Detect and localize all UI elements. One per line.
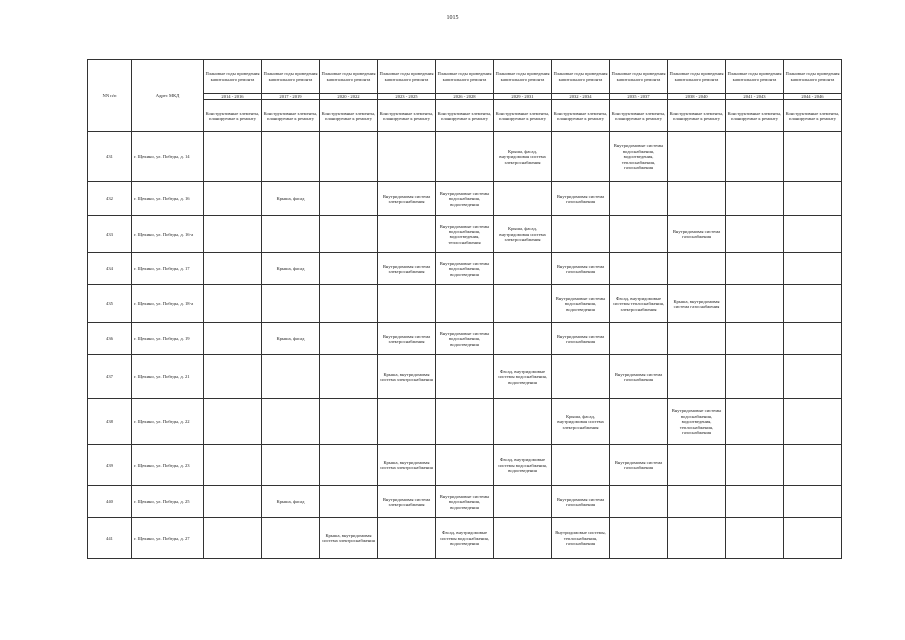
table-row — [88, 355, 842, 399]
repair-elements-cell: Внутридомовая система газоснабжения — [552, 486, 610, 518]
repair-elements-cell — [784, 486, 842, 518]
repair-elements-cell — [378, 216, 436, 253]
repair-elements-cell: Внутридомовые системы водоснабжения, водоотведения — [436, 486, 494, 518]
repair-elements-cell: Фасад, внутридомовые системы водоснабжения, водоотведения — [436, 518, 494, 559]
repair-elements-cell — [784, 399, 842, 445]
repair-elements-cell — [552, 132, 610, 182]
table-row — [88, 445, 842, 486]
header-period-years: 2029 - 2031 — [494, 94, 552, 100]
header-elements: Конструктивные элементы, планируемые к ремонту — [204, 100, 262, 132]
repair-elements-cell — [726, 486, 784, 518]
repair-elements-cell: Крыша, фасад — [262, 182, 320, 216]
header-elements: Конструктивные элементы, планируемые к ремонту — [436, 100, 494, 132]
repair-elements-cell: Внутридомовые системы водоснабжения, водоотведения — [436, 323, 494, 355]
repair-elements-cell — [784, 518, 842, 559]
repair-elements-cell: Внутридомовые системы водоснабжения, водоотведения, теплоснабжения, газоснабжения — [668, 399, 726, 445]
repair-elements-cell: Внутридомовая система газоснабжения — [610, 445, 668, 486]
row-number: 441 — [88, 518, 132, 559]
repair-elements-cell — [784, 323, 842, 355]
row-address: г. Щекино, ул. Победы, д. 23 — [132, 445, 204, 486]
repair-elements-cell: Внутридомовая система электроснабжения — [378, 253, 436, 285]
row-number: 434 — [88, 253, 132, 285]
repair-elements-cell — [262, 445, 320, 486]
table-row — [88, 182, 842, 216]
repair-elements-cell — [668, 445, 726, 486]
repair-elements-cell — [668, 132, 726, 182]
header-row-periods — [88, 60, 842, 94]
header-period-years: 2041 - 2043 — [726, 94, 784, 100]
table-row — [88, 253, 842, 285]
header-number: NN п/п — [88, 60, 132, 132]
repair-elements-cell — [552, 355, 610, 399]
table-body — [88, 132, 842, 559]
repair-elements-cell — [726, 253, 784, 285]
repair-elements-cell: Внутридомовые системы водоснабжения, водоотведения, теплоснабжения, газоснабжения — [610, 132, 668, 182]
repair-elements-cell — [552, 216, 610, 253]
repair-elements-cell — [494, 285, 552, 323]
row-number: 435 — [88, 285, 132, 323]
repair-elements-cell — [320, 132, 378, 182]
repair-elements-cell — [436, 399, 494, 445]
table-row — [88, 399, 842, 445]
repair-elements-cell — [726, 323, 784, 355]
repair-elements-cell — [204, 285, 262, 323]
repair-elements-cell — [494, 399, 552, 445]
header-period-years: 2044 - 2046 — [784, 94, 842, 100]
repair-elements-cell — [436, 285, 494, 323]
repair-elements-cell — [436, 355, 494, 399]
repair-elements-cell — [320, 355, 378, 399]
repair-elements-cell — [784, 285, 842, 323]
row-number: 432 — [88, 182, 132, 216]
repair-elements-cell — [378, 399, 436, 445]
header-period-title: Плановые годы проведения капитального ремонта — [320, 60, 378, 94]
table-row — [88, 216, 842, 253]
repair-elements-cell — [262, 132, 320, 182]
repair-elements-cell — [320, 182, 378, 216]
repair-elements-cell — [610, 323, 668, 355]
page-number: 1015 — [446, 15, 459, 21]
repair-elements-cell — [204, 355, 262, 399]
repair-elements-cell: Фасад, внутридомовые системы теплоснабжения, электроснабжения — [610, 285, 668, 323]
repair-elements-cell: Внутридомовая система газоснабжения — [552, 182, 610, 216]
repair-elements-cell — [204, 253, 262, 285]
repair-elements-cell: Крыша, внутридомовая система электроснабжения — [378, 445, 436, 486]
repair-elements-cell: Крыша, фасад, внутридомовая система электроснабжения — [552, 399, 610, 445]
repair-elements-cell — [204, 486, 262, 518]
header-elements: Конструктивные элементы, планируемые к ремонту — [784, 100, 842, 132]
header-period-years: 2014 - 2016 — [204, 94, 262, 100]
repair-elements-cell — [204, 518, 262, 559]
header-period-title: Плановые годы проведения капитального ремонта — [784, 60, 842, 94]
repair-elements-cell: Внутридомовая система электроснабжения — [378, 323, 436, 355]
repair-elements-cell — [204, 132, 262, 182]
header-elements: Конструктивные элементы, планируемые к ремонту — [378, 100, 436, 132]
header-elements: Конструктивные элементы, планируемые к ремонту — [552, 100, 610, 132]
repair-elements-cell — [204, 445, 262, 486]
row-address: г. Щекино, ул. Победы, д. 17 — [132, 253, 204, 285]
header-elements: Конструктивные элементы, планируемые к ремонту — [262, 100, 320, 132]
repair-elements-cell: Внутридомовая система газоснабжения — [552, 253, 610, 285]
header-period-title: Плановые годы проведения капитального ремонта — [494, 60, 552, 94]
repair-elements-cell — [262, 399, 320, 445]
header-period-title: Плановые годы проведения капитального ремонта — [726, 60, 784, 94]
repair-elements-cell — [726, 132, 784, 182]
repair-elements-cell — [726, 399, 784, 445]
row-address: г. Щекино, ул. Победы, д. 21 — [132, 355, 204, 399]
row-address: г. Щекино, ул. Победы, д. 22 — [132, 399, 204, 445]
header-address: Адрес МКД — [132, 60, 204, 132]
repair-elements-cell — [378, 518, 436, 559]
row-number: 436 — [88, 323, 132, 355]
repair-elements-cell — [204, 216, 262, 253]
repair-elements-cell — [494, 253, 552, 285]
repair-elements-cell — [436, 445, 494, 486]
repair-elements-cell: Внутридомовая система электроснабжения — [378, 486, 436, 518]
repair-elements-cell: Внутридомовые системы водоснабжения, водоотведения — [436, 182, 494, 216]
repair-elements-cell — [320, 323, 378, 355]
repair-elements-cell — [494, 182, 552, 216]
row-address: г. Щекино, ул. Победы, д. 27 — [132, 518, 204, 559]
repair-elements-cell — [262, 518, 320, 559]
repair-elements-cell — [610, 182, 668, 216]
row-address: г. Щекино, ул. Победы, д. 16-а — [132, 216, 204, 253]
row-number: 431 — [88, 132, 132, 182]
header-period-years: 2032 - 2034 — [552, 94, 610, 100]
repair-elements-cell — [262, 285, 320, 323]
repair-elements-cell: Внутридомовая система газоснабжения — [668, 216, 726, 253]
repair-elements-cell — [726, 182, 784, 216]
table-row — [88, 323, 842, 355]
header-period-years: 2023 - 2025 — [378, 94, 436, 100]
header-period-years: 2017 - 2019 — [262, 94, 320, 100]
repair-elements-cell: Внутридомовые системы водоснабжения, водоотведения — [436, 253, 494, 285]
repair-elements-cell: Крыша, внутридомовая система электроснабжения — [320, 518, 378, 559]
repair-elements-cell — [610, 486, 668, 518]
repair-elements-cell: Внутридомовые системы, теплоснабжения, газоснабжения — [552, 518, 610, 559]
repair-elements-cell: Внутридомовая система газоснабжения — [610, 355, 668, 399]
repair-elements-cell: Внутридомовые системы водоснабжения, водоотведения, теплоснабжения — [436, 216, 494, 253]
repair-elements-cell — [668, 355, 726, 399]
header-elements: Конструктивные элементы, планируемые к ремонту — [668, 100, 726, 132]
header-elements: Конструктивные элементы, планируемые к ремонту — [494, 100, 552, 132]
row-number: 438 — [88, 399, 132, 445]
header-period-years: 2026 - 2028 — [436, 94, 494, 100]
row-number: 439 — [88, 445, 132, 486]
repair-elements-cell — [320, 486, 378, 518]
header-period-years: 2020 - 2022 — [320, 94, 378, 100]
header-period-title: Плановые годы проведения капитального ремонта — [378, 60, 436, 94]
row-number: 433 — [88, 216, 132, 253]
row-address: г. Щекино, ул. Победы, д. 25 — [132, 486, 204, 518]
repair-elements-cell — [204, 182, 262, 216]
repair-elements-cell: Фасад, внутридомовые системы водоснабжения, водоотведения — [494, 355, 552, 399]
repair-elements-cell — [552, 445, 610, 486]
repair-elements-cell — [726, 518, 784, 559]
repair-elements-cell — [320, 253, 378, 285]
header-period-title: Плановые годы проведения капитального ремонта — [610, 60, 668, 94]
row-address: г. Щекино, ул. Победы, д. 19 — [132, 323, 204, 355]
repair-elements-cell: Фасад, внутридомовые системы водоснабжения, водоотведения — [494, 445, 552, 486]
repair-elements-cell: Крыша, внутридомовая система газоснабжения — [668, 285, 726, 323]
repair-elements-cell — [784, 253, 842, 285]
repair-elements-cell: Крыша, фасад — [262, 253, 320, 285]
row-address: г. Щекино, ул. Победы, д. 16 — [132, 182, 204, 216]
repair-elements-cell: Внутридомовые системы водоснабжения, водоотведения — [552, 285, 610, 323]
repair-elements-cell — [610, 216, 668, 253]
repair-elements-cell — [378, 132, 436, 182]
repair-elements-cell — [610, 518, 668, 559]
repair-elements-cell: Внутридомовая система газоснабжения — [552, 323, 610, 355]
repair-elements-cell — [726, 445, 784, 486]
repair-elements-cell — [494, 518, 552, 559]
table-row — [88, 285, 842, 323]
header-elements: Конструктивные элементы, планируемые к ремонту — [320, 100, 378, 132]
repair-elements-cell — [668, 182, 726, 216]
repair-elements-cell — [204, 399, 262, 445]
row-number: 437 — [88, 355, 132, 399]
repair-elements-cell — [378, 285, 436, 323]
repair-elements-cell — [784, 445, 842, 486]
repair-elements-cell — [204, 323, 262, 355]
repair-elements-cell — [610, 253, 668, 285]
table-row — [88, 486, 842, 518]
repair-elements-cell: Крыша, фасад, внутридомовая система электроснабжения — [494, 216, 552, 253]
header-elements: Конструктивные элементы, планируемые к ремонту — [726, 100, 784, 132]
repair-elements-cell — [726, 216, 784, 253]
repair-elements-cell — [262, 216, 320, 253]
row-address: г. Щекино, ул. Победы, д. 18-а — [132, 285, 204, 323]
header-period-title: Плановые годы проведения капитального ремонта — [552, 60, 610, 94]
header-period-years: 2035 - 2037 — [610, 94, 668, 100]
repair-elements-cell — [320, 445, 378, 486]
repair-elements-cell — [610, 399, 668, 445]
repair-elements-cell — [668, 518, 726, 559]
header-period-title: Плановые годы проведения капитального ремонта — [204, 60, 262, 94]
header-period-title: Плановые годы проведения капитального ремонта — [436, 60, 494, 94]
repair-elements-cell — [784, 355, 842, 399]
header-period-years: 2038 - 2040 — [668, 94, 726, 100]
repair-elements-cell — [726, 285, 784, 323]
repair-elements-cell: Крыша, фасад — [262, 486, 320, 518]
repair-elements-cell — [726, 355, 784, 399]
repair-elements-cell — [494, 323, 552, 355]
repair-elements-cell — [262, 355, 320, 399]
header-elements: Конструктивные элементы, планируемые к ремонту — [610, 100, 668, 132]
row-address: г. Щекино, ул. Победы, д. 14 — [132, 132, 204, 182]
repair-elements-cell — [320, 216, 378, 253]
table-row — [88, 518, 842, 559]
repair-elements-cell — [320, 285, 378, 323]
repair-elements-cell — [668, 323, 726, 355]
repair-elements-cell — [784, 132, 842, 182]
repair-elements-cell — [494, 486, 552, 518]
header-period-title: Плановые годы проведения капитального ремонта — [262, 60, 320, 94]
repair-elements-cell: Крыша, фасад, внутридомовая система электроснабжения — [494, 132, 552, 182]
repair-elements-cell — [320, 399, 378, 445]
repair-elements-cell: Внутридомовая система электроснабжения — [378, 182, 436, 216]
table-row — [88, 132, 842, 182]
repair-elements-cell — [784, 182, 842, 216]
repair-elements-cell — [436, 132, 494, 182]
repair-elements-cell: Крыша, внутридомовая система электроснабжения — [378, 355, 436, 399]
capital-repair-schedule-table — [87, 59, 842, 559]
repair-elements-cell — [668, 486, 726, 518]
row-number: 440 — [88, 486, 132, 518]
repair-elements-cell — [784, 216, 842, 253]
repair-elements-cell — [668, 253, 726, 285]
repair-elements-cell: Крыша, фасад — [262, 323, 320, 355]
header-period-title: Плановые годы проведения капитального ремонта — [668, 60, 726, 94]
